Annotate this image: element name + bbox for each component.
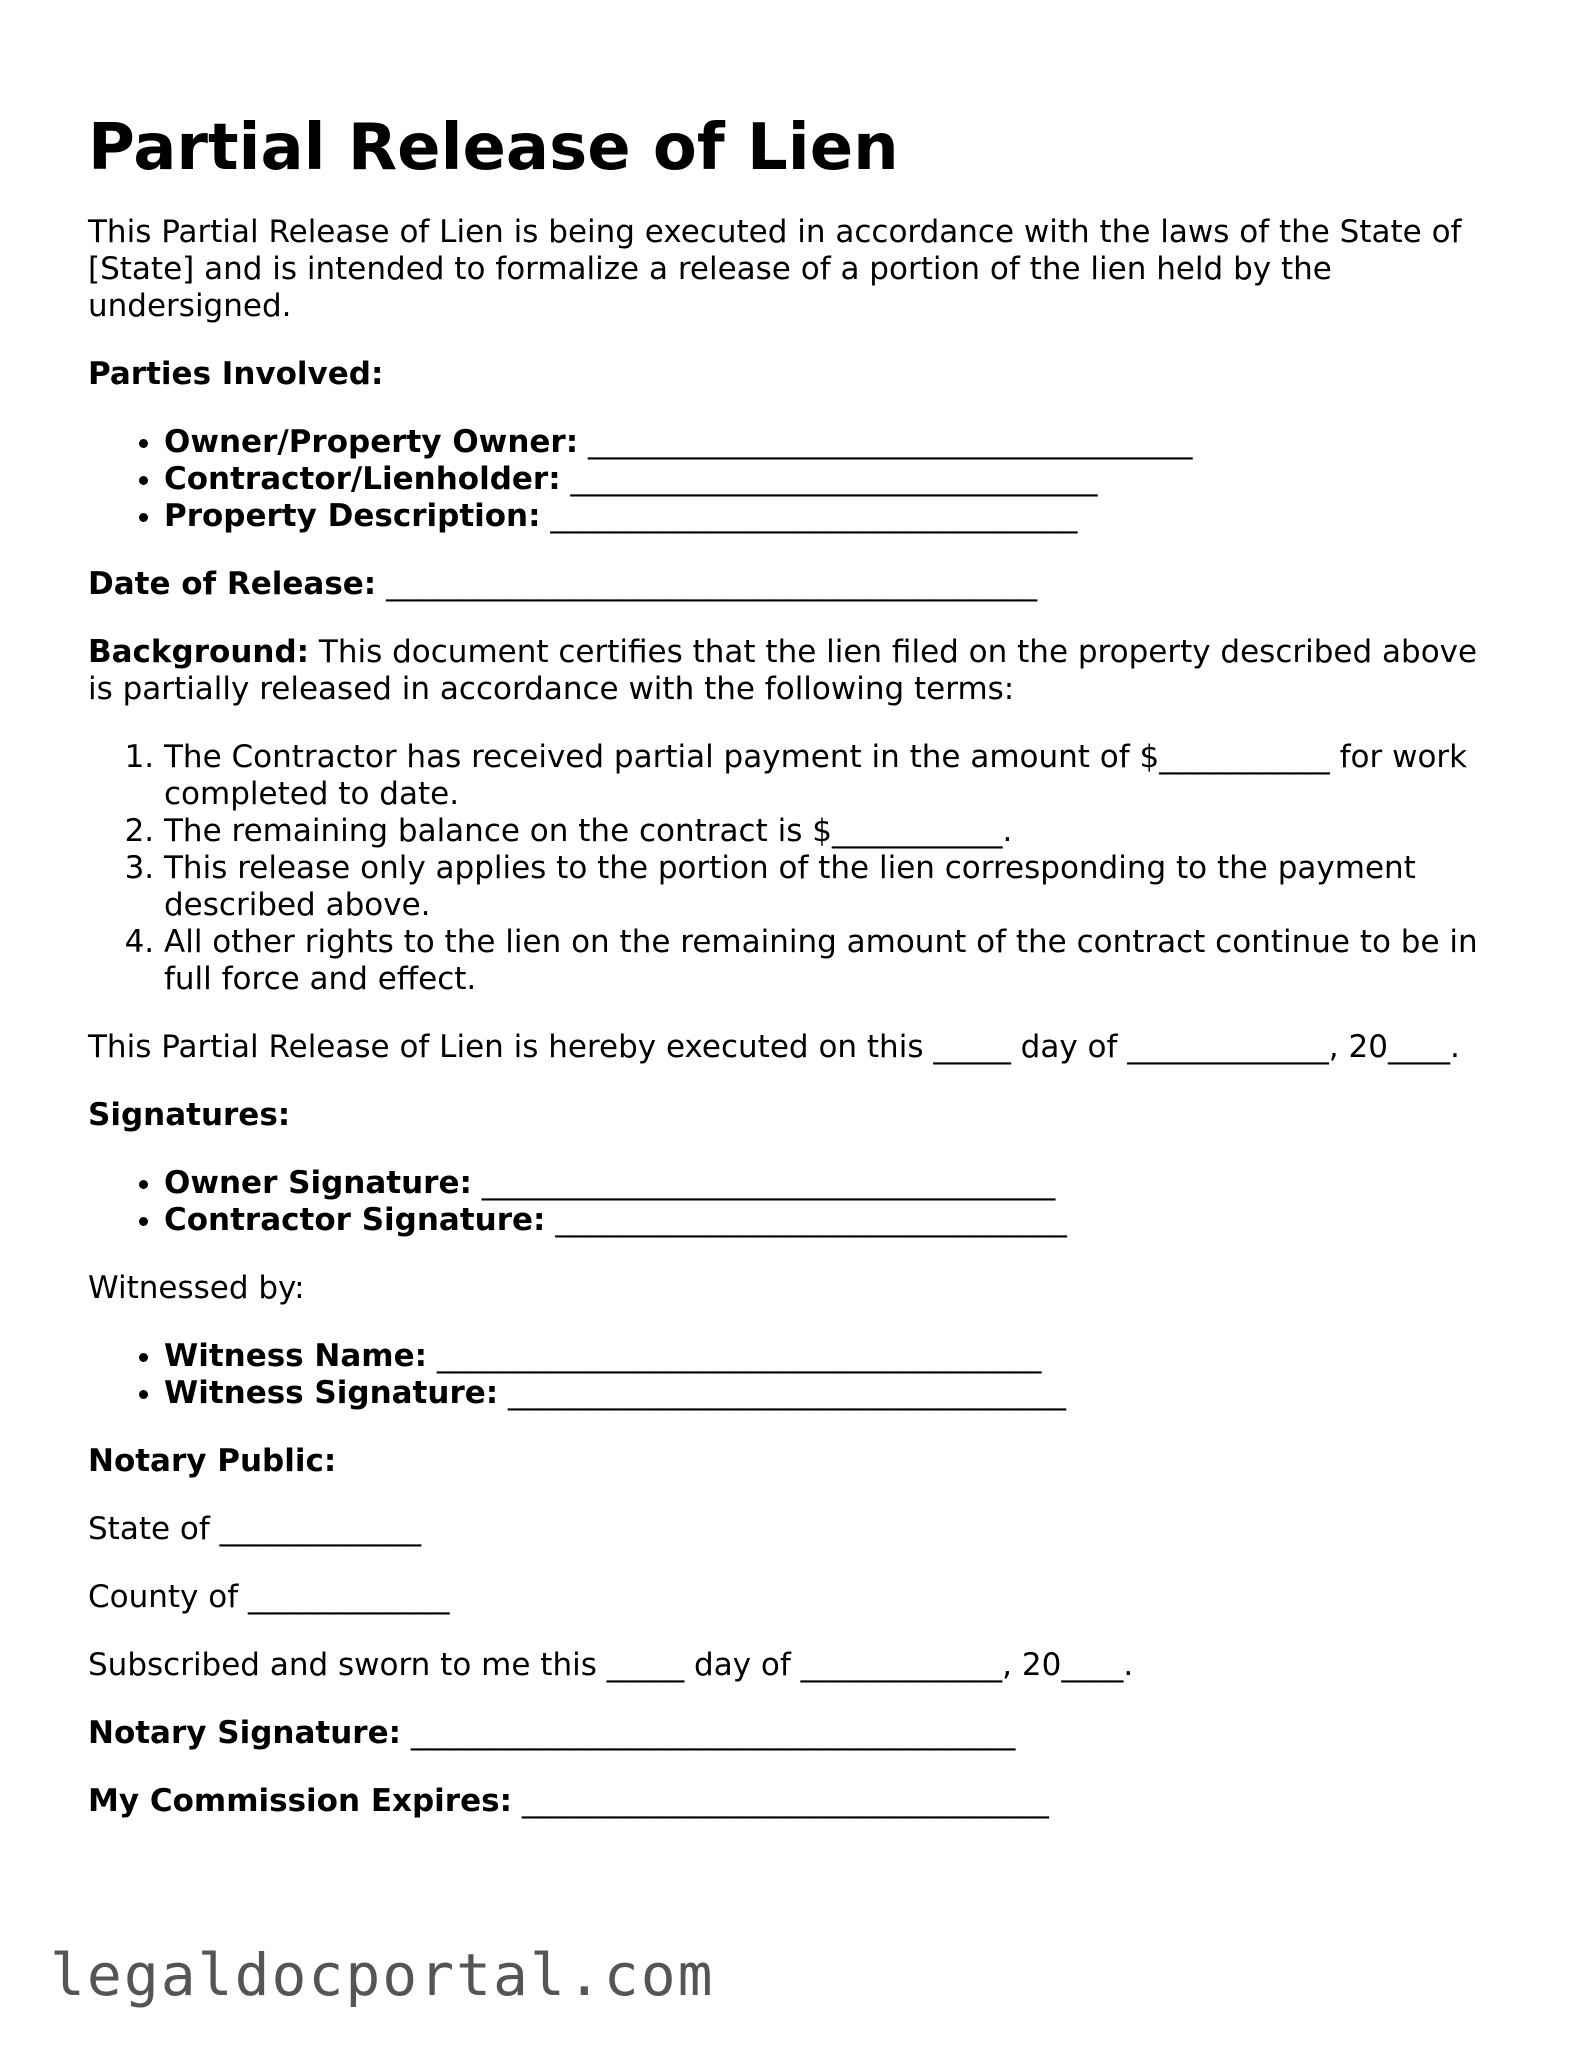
list-item: 2. The remaining balance on the contract is $___________. (164, 813, 1508, 850)
list-item (164, 1165, 1508, 1202)
document-title: Partial Release of Lien (88, 111, 899, 185)
notary-state-line: State of _____________ (88, 1511, 422, 1547)
field-label: Owner/Property Owner: (164, 424, 579, 460)
notary-sworn-line: Subscribed and sworn to me this _____ day of _____________, 20____. (88, 1647, 1134, 1683)
background-paragraph (88, 634, 1508, 708)
commission-expires (88, 1783, 1508, 1820)
list-item (164, 1375, 1508, 1412)
field-label: Notary Signature: (88, 1715, 401, 1751)
blank-line: _______________________________________ (587, 424, 1193, 460)
blank-line: _____________________________________ (481, 1165, 1056, 1201)
blank-line: __________________________________ (550, 498, 1078, 534)
field-label: Contractor Signature: (164, 1202, 546, 1238)
notary-county-line: County of _____________ (88, 1579, 450, 1615)
list-item (164, 1202, 1508, 1239)
blank-line: __________________________________ (570, 461, 1098, 497)
list-item (164, 461, 1508, 498)
terms-list (88, 739, 1508, 998)
watermark-text: legaldocportal.com (50, 1941, 715, 2009)
blank-line: _______________________________________ (436, 1338, 1042, 1374)
field-label: Witness Name: (164, 1338, 428, 1374)
field-label: Property Description: (164, 498, 541, 534)
list-item (164, 424, 1508, 461)
document-page (88, 108, 1508, 1851)
witnessed-by: Witnessed by: (88, 1270, 305, 1306)
blank-line: ____________________________________ (508, 1375, 1067, 1411)
blank-line: __________________________________ (521, 1783, 1049, 1819)
field-label: Owner Signature: (164, 1165, 472, 1201)
blank-line: _______________________________________ (410, 1715, 1016, 1751)
list-item: 4. All other rights to the lien on the remaining amount of the contract continue to be in full force and effect. (164, 924, 1508, 998)
signatures-heading: Signatures: (88, 1097, 291, 1133)
notary-signature (88, 1715, 1508, 1752)
parties-list (88, 424, 1508, 535)
list-item (164, 498, 1508, 535)
execution-line: This Partial Release of Lien is hereby executed on this _____ day of _____________, 20____. (88, 1029, 1460, 1065)
notary-heading: Notary Public: (88, 1443, 337, 1479)
field-label: Contractor/Lienholder: (164, 461, 561, 497)
parties-heading: Parties Involved: (88, 356, 384, 392)
list-item: 1. The Contractor has received partial payment in the amount of $___________ for work completed to date. (164, 739, 1508, 813)
intro-paragraph: This Partial Release of Lien is being executed in accordance with the laws of the State of [State] and is intended to formalize a release of a portion of the lien held by the undersigned. (88, 214, 1462, 324)
date-of-release (88, 566, 1508, 603)
list-item (164, 1338, 1508, 1375)
witness-list (88, 1338, 1508, 1412)
list-item: 3. This release only applies to the portion of the lien corresponding to the payment described above. (164, 850, 1508, 924)
field-label: Date of Release: (88, 566, 377, 602)
signatures-list (88, 1165, 1508, 1239)
blank-line: __________________________________________ (386, 566, 1038, 602)
background-label: Background: (88, 634, 310, 670)
background-text: This document certifies that the lien filed on the property described above is partially released in accordance with the following terms: (88, 634, 1478, 707)
blank-line: _________________________________ (555, 1202, 1067, 1238)
field-label: My Commission Expires: (88, 1783, 512, 1819)
field-label: Witness Signature: (164, 1375, 499, 1411)
